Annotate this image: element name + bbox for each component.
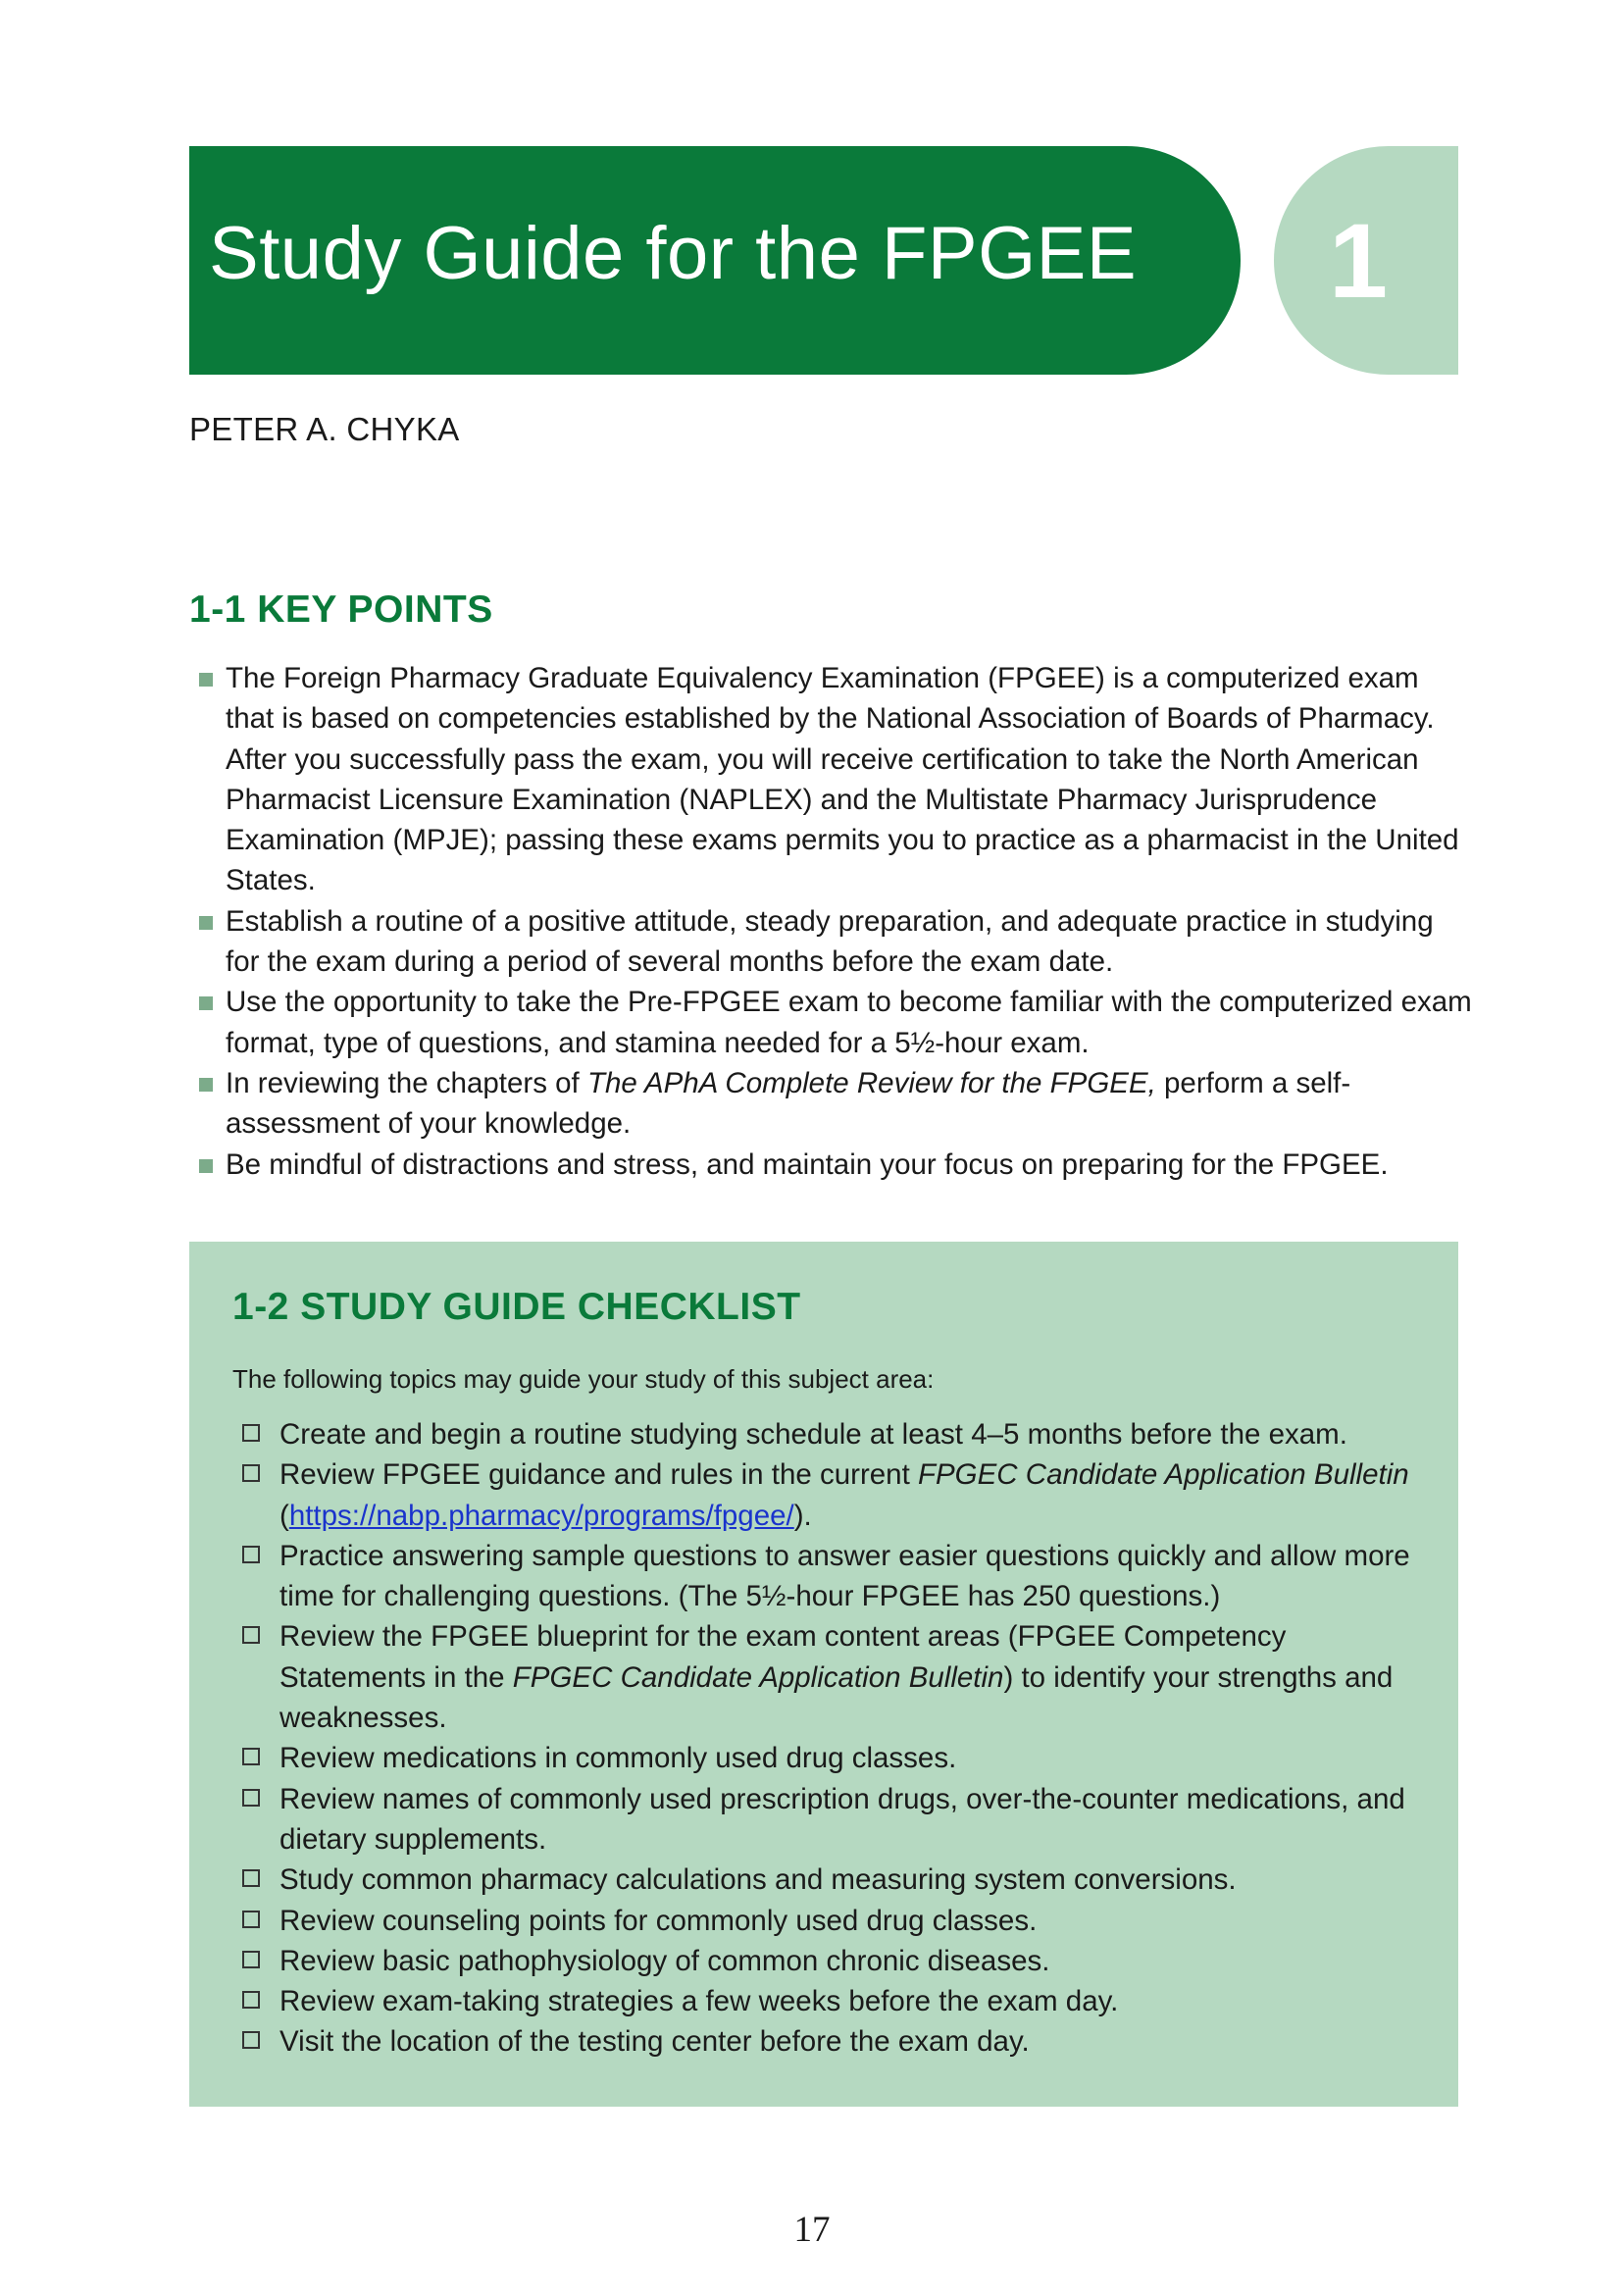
key-point-item bbox=[199, 901, 1474, 983]
key-point-item bbox=[199, 1063, 1474, 1145]
checklist-item bbox=[242, 1779, 1439, 1861]
checklist-item-text: Create and begin a routine studying schedule at least 4–5 months before the exam. bbox=[279, 1418, 1347, 1451]
checkbox-icon bbox=[242, 2031, 260, 2049]
key-points-list bbox=[199, 658, 1474, 1185]
square-bullet-icon bbox=[199, 1078, 213, 1092]
checklist-item-text: Review FPGEE guidance and rules in the current bbox=[279, 1458, 918, 1492]
checkbox-icon bbox=[242, 1991, 260, 2009]
checklist bbox=[242, 1414, 1439, 2063]
checklist-item-text: Review counseling points for commonly used drug classes. bbox=[279, 1904, 1038, 1937]
chapter-title: Study Guide for the FPGEE bbox=[209, 212, 1138, 295]
checklist-item-text: Review basic pathophysiology of common chronic diseases. bbox=[279, 1944, 1050, 1977]
section-heading-checklist: 1-2 STUDY GUIDE CHECKLIST bbox=[232, 1286, 801, 1328]
square-bullet-icon bbox=[199, 673, 213, 687]
checklist-item-text: Review names of commonly used prescription drugs, over-the-counter medications, and dietary supplements. bbox=[279, 1782, 1405, 1856]
checklist-item-text: Review exam-taking strategies a few weeks before the exam day. bbox=[279, 1985, 1119, 2018]
checklist-item bbox=[242, 1414, 1439, 1454]
checklist-item bbox=[242, 1901, 1439, 1941]
checkbox-icon bbox=[242, 1951, 260, 1968]
book-title: The APhA Complete Review for the FPGEE, bbox=[586, 1066, 1156, 1099]
author-name: PETER A. CHYKA bbox=[189, 411, 460, 447]
key-point-text: Establish a routine of a positive attitude, steady preparation, and adequate practice in studying for the exam during a period of several months before the exam date. bbox=[226, 904, 1434, 979]
chapter-number: 1 bbox=[1329, 201, 1389, 320]
key-point-text: In reviewing the chapters of bbox=[226, 1066, 587, 1099]
study-guide-checklist-box bbox=[189, 1242, 1458, 2107]
checklist-item-text: ). bbox=[793, 1499, 812, 1532]
checklist-item-text: ( bbox=[279, 1499, 289, 1532]
checklist-item-text: Study common pharmacy calculations and measuring system conversions. bbox=[279, 1863, 1237, 1897]
checklist-item-text: Review medications in commonly used drug classes. bbox=[279, 1742, 957, 1775]
checkbox-icon bbox=[242, 1789, 260, 1807]
checklist-item bbox=[242, 1981, 1439, 2021]
bulletin-title: FPGEC Candidate Application Bulletin bbox=[917, 1458, 1409, 1492]
square-bullet-icon bbox=[199, 996, 213, 1010]
checklist-item bbox=[242, 1738, 1439, 1778]
square-bullet-icon bbox=[199, 916, 213, 930]
checkbox-icon bbox=[242, 1869, 260, 1887]
chapter-number-tab bbox=[1274, 146, 1458, 375]
page-number: 17 bbox=[793, 2210, 831, 2250]
checklist-item bbox=[242, 1860, 1439, 1900]
square-bullet-icon bbox=[199, 1159, 213, 1173]
checklist-item bbox=[242, 1616, 1439, 1738]
key-point-text: Be mindful of distractions and stress, and maintain your focus on preparing for the FPGEE. bbox=[226, 1147, 1389, 1181]
checklist-item-text: ) to identify your strengths and weaknesses. bbox=[279, 1660, 1394, 1735]
key-point-item bbox=[199, 982, 1474, 1063]
section-heading-key-points: 1-1 KEY POINTS bbox=[189, 588, 493, 631]
bulletin-title: FPGEC Candidate Application Bulletin bbox=[512, 1660, 1004, 1694]
key-point-item bbox=[199, 1145, 1474, 1185]
key-point-text: Use the opportunity to take the Pre-FPGEE exam to become familiar with the computerized exam format, type of questions, and stamina needed for a 5½-hour exam. bbox=[226, 986, 1472, 1059]
checklist-item bbox=[242, 1536, 1439, 1617]
checklist-item-text: Practice answering sample questions to answer easier questions quickly and allow more time for challenging questions. (The 5½-hour FPGEE has 250 questions.) bbox=[279, 1539, 1410, 1613]
checklist-item-text: Visit the location of the testing center before the exam day. bbox=[279, 2025, 1030, 2059]
checklist-item bbox=[242, 1941, 1439, 1981]
key-point-item bbox=[199, 658, 1474, 901]
checkbox-icon bbox=[242, 1748, 260, 1765]
checklist-item-text: Review the FPGEE blueprint for the exam content areas (FPGEE Competency Statements in the bbox=[279, 1620, 1287, 1694]
checklist-item bbox=[242, 1454, 1439, 1536]
checkbox-icon bbox=[242, 1464, 260, 1482]
checkbox-icon bbox=[242, 1911, 260, 1928]
key-point-text: perform a self-assessment of your knowledge. bbox=[226, 1066, 1351, 1141]
chapter-title-banner bbox=[189, 146, 1241, 375]
key-point-text: The Foreign Pharmacy Graduate Equivalency Examination (FPGEE) is a computerized exam that is based on competencies established by the National Association of Boards of Pharmacy. After you successfully pass the exam, you will receive certification to take the North American Pharmacist Licensure Examination (NAPLEX) and the Multistate Pharmacy Jurisprudence Examination (MPJE); passing these exams permits you to practice as a pharmacist in the United States. bbox=[226, 662, 1459, 897]
checklist-item bbox=[242, 2021, 1439, 2062]
checkbox-icon bbox=[242, 1546, 260, 1563]
checklist-intro: The following topics may guide your study of this subject area: bbox=[232, 1364, 935, 1394]
checkbox-icon bbox=[242, 1626, 260, 1644]
fpgee-program-link[interactable]: https://nabp.pharmacy/programs/fpgee/ bbox=[288, 1499, 794, 1532]
checkbox-icon bbox=[242, 1424, 260, 1442]
